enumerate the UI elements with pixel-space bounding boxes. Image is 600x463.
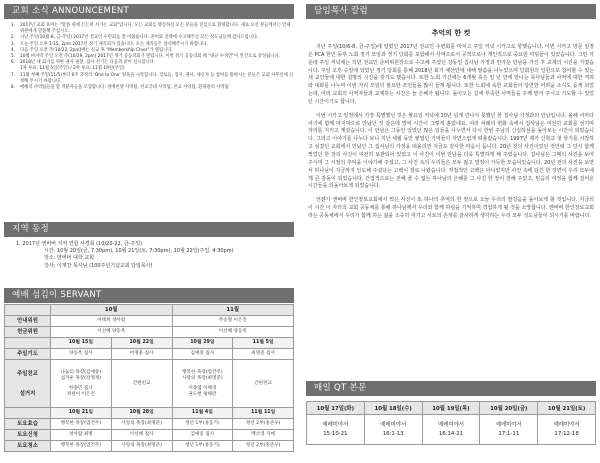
dish-label: 설거지 bbox=[19, 390, 36, 397]
month-oct: 10월 bbox=[51, 305, 173, 316]
sermon-title: 추억의 한 컷 bbox=[431, 29, 471, 37]
item-text: 11월 첫째 주일(11/5)부터 6주 과정의 'One to One' 양육을 시작합니다. 장로들, 집사, 권사, 새신자 등 참여를 원하시는 분들은 교회 사무실에 신청해 주시기 바랍니다. bbox=[20, 72, 294, 84]
date-header: 11월 4일 bbox=[172, 408, 233, 419]
cell-line: 행복한 목장(염건주) bbox=[182, 369, 223, 375]
table-cell: 이태희 성아람 bbox=[51, 316, 173, 327]
item-number: 1. bbox=[10, 23, 15, 28]
qt-date: 10월 19일(목) bbox=[422, 402, 480, 415]
region-event-title: 1. 2017년 엔버버 지역 연합 사경회 (10/20-22, 금-주일) bbox=[16, 241, 143, 247]
corner-cell bbox=[5, 305, 51, 316]
meal-label: 주일친교 bbox=[17, 370, 38, 377]
list-item bbox=[4, 23, 294, 35]
sermon-paragraph: 언젠가 앤버버 한인장로교회에서 찍은 사진이 또 하나의 추억의 한 컷으로 오늘 우리의 발걸음을 돌아보게 할 것입니다. 지금의 이 시간 이 자리의 교회 공동체를 통해 하나님께서 우리와 함께 하심을 기억하며 경험하게 될 것을 소망합니다. 앤버버 한인장로교회라는 공동체에서 우리가 함께 하는 삶을 소중히 여기고 서로의 존재를 감사하게 생각하는 우리 모두 성도님들이 되시기를 바랍니다. bbox=[308, 197, 594, 219]
table-cell: 백소영 자매 bbox=[233, 430, 294, 441]
row-label: 안내위원 bbox=[5, 316, 51, 327]
cell-line: 한종민 집사 bbox=[69, 385, 93, 391]
table-cell: 이선혜 양동옥 bbox=[172, 327, 294, 338]
cell-line: 권도현 평해란 bbox=[188, 391, 217, 397]
table-row bbox=[5, 349, 294, 360]
item-number: 7. bbox=[10, 72, 15, 78]
table-row bbox=[5, 360, 294, 408]
table-cell: 주승철 이은진 bbox=[172, 316, 294, 327]
table-cell: 간편친교 bbox=[111, 360, 172, 408]
table-row bbox=[5, 316, 294, 327]
region-section bbox=[4, 222, 294, 270]
date-header: 10월 29일 bbox=[172, 338, 233, 349]
item-number: 5. bbox=[10, 54, 15, 60]
corner-cell bbox=[5, 338, 51, 349]
row-label: 토요효습 bbox=[5, 419, 51, 430]
qt-passage bbox=[422, 415, 480, 445]
qt-book: 예레미야서 bbox=[322, 422, 349, 428]
qt-date: 10월 17일(화) bbox=[307, 402, 365, 415]
qt-ref: 15:10-21 bbox=[323, 430, 348, 437]
table-cell bbox=[51, 360, 112, 408]
table-cell: 성아람 최병 bbox=[51, 430, 112, 441]
date-header: 11월 5일 bbox=[233, 338, 294, 349]
table-row bbox=[5, 327, 294, 338]
table-cell: 이선혜 양동옥 bbox=[51, 327, 173, 338]
cell-line: 사랑의 목장(최명준) bbox=[182, 375, 223, 381]
table-cell: 최명준 집사 bbox=[233, 349, 294, 360]
qt-passage bbox=[364, 415, 422, 445]
sermon-header: 담임목사 칼럼 bbox=[306, 4, 596, 19]
right-column bbox=[306, 4, 596, 437]
date-header: 10월 15일 bbox=[51, 338, 112, 349]
qt-book: 예레미야서 bbox=[553, 422, 580, 428]
table-cell: 정년 1부(홍동기) bbox=[172, 419, 233, 430]
table-cell: 청년 1부(홍동기) bbox=[172, 441, 233, 452]
row-label: 토요청소 bbox=[5, 441, 51, 452]
qt-date: 10월 20일(금) bbox=[480, 402, 538, 415]
qt-passage bbox=[480, 415, 538, 445]
table-row bbox=[307, 402, 596, 415]
qt-book: 예레미야서 bbox=[495, 422, 522, 428]
qt-section bbox=[306, 381, 596, 445]
table-row bbox=[307, 415, 596, 445]
table-row bbox=[5, 408, 294, 419]
month-nov: 11월 bbox=[172, 305, 294, 316]
item-text: 2017년 교회 표어는 "말씀 위에 든든히 서가는 교회"입니다. 모든 교회를 방문하신 모든 분들을 진심으로 환영합니다. 새로 오신 분들께서는 안내위원에게 말씀해 주십시오. bbox=[20, 23, 291, 35]
item-text: 10월 마지막 주일 오전 주(10/29, 2pm) 2017년 정기 공동의회가 열립니다. 이번 정기 공동의회 때 "내규 수정안"이 안건으로 상정됩니다. bbox=[20, 54, 280, 60]
qt-date: 10월 21일(토) bbox=[538, 402, 596, 415]
table-row bbox=[5, 419, 294, 430]
table-cell: 여명훈 집사 bbox=[111, 349, 172, 360]
qt-book: 예레미야서 bbox=[380, 422, 407, 428]
table-row bbox=[5, 430, 294, 441]
table-cell: 김애중 집사 bbox=[172, 430, 233, 441]
region-place: 장소: 엔버버 대학 교회 bbox=[44, 255, 94, 262]
item-number: 3. bbox=[10, 41, 15, 47]
qt-header: 매일 QT 본문 bbox=[306, 381, 596, 396]
table-cell: 간편친교 bbox=[233, 360, 294, 408]
region-speaker: 강사: 이재찬 목사님 (100주년기념교회 담임목사) bbox=[44, 262, 153, 269]
row-label: 헌금위원 bbox=[5, 327, 51, 338]
qt-book: 예레미야서 bbox=[437, 422, 465, 428]
item-text: 2018년 새 회기를 위한 권사 권찰, 집사 선거는 다음과 같이 실시합니다. bbox=[20, 60, 156, 66]
item-number: 8. bbox=[10, 85, 15, 91]
table-row bbox=[5, 441, 294, 452]
item-number: 4. bbox=[10, 47, 15, 53]
row-label bbox=[5, 360, 51, 408]
table-cell: 이선혜 집사 bbox=[111, 430, 172, 441]
item-text: 다음 주일 오전 주(10/22, 2pm)에는 친교 후 "Membership Class"가 열립니다. bbox=[20, 47, 173, 53]
table-row bbox=[5, 305, 294, 316]
table-cell: 양동옥 집사 bbox=[51, 349, 112, 360]
date-header: 10월 22일 bbox=[111, 338, 172, 349]
qt-ref: 16:1-13 bbox=[382, 430, 404, 437]
table-cell: 청년 2부(홍준우) bbox=[233, 441, 294, 452]
servant-section bbox=[4, 288, 294, 452]
corner-cell bbox=[5, 408, 51, 419]
table-cell: 행복한 목장(염건주) bbox=[51, 441, 112, 452]
qt-ref: 16:14-21 bbox=[438, 430, 464, 437]
list-item bbox=[4, 73, 294, 85]
table-cell: 사랑의 목장(최명준) bbox=[111, 441, 172, 452]
left-column bbox=[4, 4, 294, 449]
date-header: 10월 28일 bbox=[111, 408, 172, 419]
item-text: 매해의 사역팀들을 할 직분자들을 모집합니다: 경배찬양 사역팀, 선교국내 사역팀, 찬교 사역팀, 환경관리 사역팀 bbox=[20, 85, 229, 91]
cell-line: 섬겨운 목장(강정재) bbox=[60, 375, 102, 381]
servant-table bbox=[4, 304, 294, 452]
cell-line: 정헌이 이은진 bbox=[66, 391, 95, 397]
row-label: 주일기도 bbox=[5, 349, 51, 360]
table-row bbox=[5, 338, 294, 349]
item-text: 지난 주일(10월-8, 금-주일) 2017년 전교인 수련회를 잘 마쳤습니다. 준비와 진행에 수고해주신 모든 성도님들께 감사드립니다. bbox=[20, 35, 259, 41]
row-label: 토요신청 bbox=[5, 430, 51, 441]
sermon-paragraph: 지난 주일(10/6-8, 금-주일)에 열렸던 2017년 전교인 수련회를 마치고 주일 저녁 시카고로 향했습니다. 이번 시카고 방문 일정은 PCA 한인 동부 노회 정기 모임과 정기 당회를 포함해서 사역으로서 공적으로나 개인적으로 중요한 미팅들이 있었습니다. 그런 가운데 주일 저녁에는 작년 전교인 준비위원장으로 수고해 주셨던 강동일 집사님 가정과 반가운 만남을 가진 후 교제의 시간을 가졌습니다. 주일 오후 승일에 있었던 정기 당회를 통해 2018년 회기 예산안에 대해 말씀을 나누었으며 당회원의 일원으로 참여할 수 있는 새 교인들에 대한 설명의 시간을 갖기도 했습니다. 또한 노회 기간에는 6개월 혹은 일 년 만에 만나는 목사님들과 사역에 대한 격려와 대화를 나누며 이번 자리 모임의 필요한 조언들을 많이 들게 됩니다. 또한 노회에 속한 교회들이 당면한 어려움 소식도 듣게 되었는데, 여러 교회의 사역자들과 교제하는 시간은 늘 은혜가 됩니다. 돌아오는 길에 부족한 사역들을 주께 맡겨 주시고 기도할 수 있었던 시간이기도 합니다. bbox=[308, 44, 594, 105]
date-header: 10월 21일 bbox=[51, 408, 112, 419]
table-cell bbox=[172, 360, 233, 408]
qt-passage bbox=[538, 415, 596, 445]
announcement-list bbox=[4, 23, 294, 91]
region-time: 시간: 10월 20일(금, 7:30pm), 10월 21일(토, 7:30pm), 10월 22일(주일, 4:30pm) bbox=[44, 248, 234, 255]
item-text: 오늘 주일 오후 1:15, 2pm 2017년 정기 제직회가 있습니다. 모든 제직들은 참석해주시기 바랍니다. bbox=[20, 41, 208, 47]
table-cell: 사랑의 목장(최명준) bbox=[111, 419, 172, 430]
qt-table bbox=[306, 401, 596, 445]
qt-date: 10월 18일(수) bbox=[364, 402, 422, 415]
table-cell: 김애중 집사 bbox=[172, 349, 233, 360]
date-header: 11월 11일 bbox=[233, 408, 294, 419]
qt-ref: 17:1-11 bbox=[498, 430, 520, 437]
qt-ref: 17:12-18 bbox=[554, 430, 579, 437]
item-number: 2. bbox=[10, 35, 15, 41]
cell-line: 나눔의 목장(김애중) bbox=[60, 369, 102, 375]
sermon-paragraph: 이번 시카고 일정에서 가장 특별했던 것은 월요일 저녁에 10년 넘게 만나지 못했던 한 집사님 가정과의 만남입니다. 올해 여마다 여기에 함께 마지막으로 만났던 것 같은데 벌써 시간이 그렇게 흘렀네요. 여러 차례의 변화 속에서 집사님은 여전히 교회를 섬기며 자리를 지키고 계셨습니다. 이 만남은 그동안 있었던 많은 일들을 나누면서 다시 한번 주님의 신실하심을 돌아보는 시간이 되었습니다. 그리고 이야기를 나누다 보니 지난 세월 동안 쌓였던 기억들이 자연스럽게 떠올랐습니다. 1997년 제가 신학교 첫 학기를 시작하고 섬겼던 교회에서 만났던 그 집사님의 가정을 떠올리면 지금도 감사한 마음이 듭니다. 20년 전의 사진이었던 것인데 그 당시 함께 찍었던 한 장의 사진이 여전히 보관되어 있었고 이 사진이 이번 만남을 더욱 특별하게 해 주었습니다. 집사님은 그때의 사진을 보여 주시며 그 시절의 추억을 이야기해 주셨고, 그 사진 속의 우리들은 모두 젊고 열정이 가득한 모습이었습니다. 20년 전의 사진을 보면서 하나님이 지금까지 인도해 주셨다는 고백이 절로 나왔습니다. 직접적인 고백은 아니었지만 사진 속에 담긴 한 장면이 우리 모두에게 큰 감동이 되었습니다. 간접적으로는 전해 줄 수 없는 하나님의 은혜를 그 사진 한 장이 전해 주었고, 믿음의 여정을 함께 걸어온 시간들을 되돌아보게 되었습니다. bbox=[308, 112, 594, 190]
table-cell: 정년 2부(홍준우) bbox=[233, 419, 294, 430]
servant-header: 예배 섬김이 SERVANT bbox=[4, 288, 294, 303]
list-item bbox=[4, 85, 294, 91]
item-number: 6. bbox=[10, 60, 15, 66]
announcement-header: 교회 소식 ANNOUNCEMENT bbox=[4, 4, 294, 19]
qt-passage bbox=[307, 415, 365, 445]
region-body bbox=[4, 237, 294, 270]
cell-line: 이종엽 이혜경 bbox=[188, 385, 217, 391]
table-cell: 행복한 목장(염건주) bbox=[51, 419, 112, 430]
item-text: 1차 투표: 11월 5일(주일) / 2차 투표: 11월 19일(주일) bbox=[20, 66, 125, 72]
region-header: 지역 동정 bbox=[4, 222, 294, 237]
